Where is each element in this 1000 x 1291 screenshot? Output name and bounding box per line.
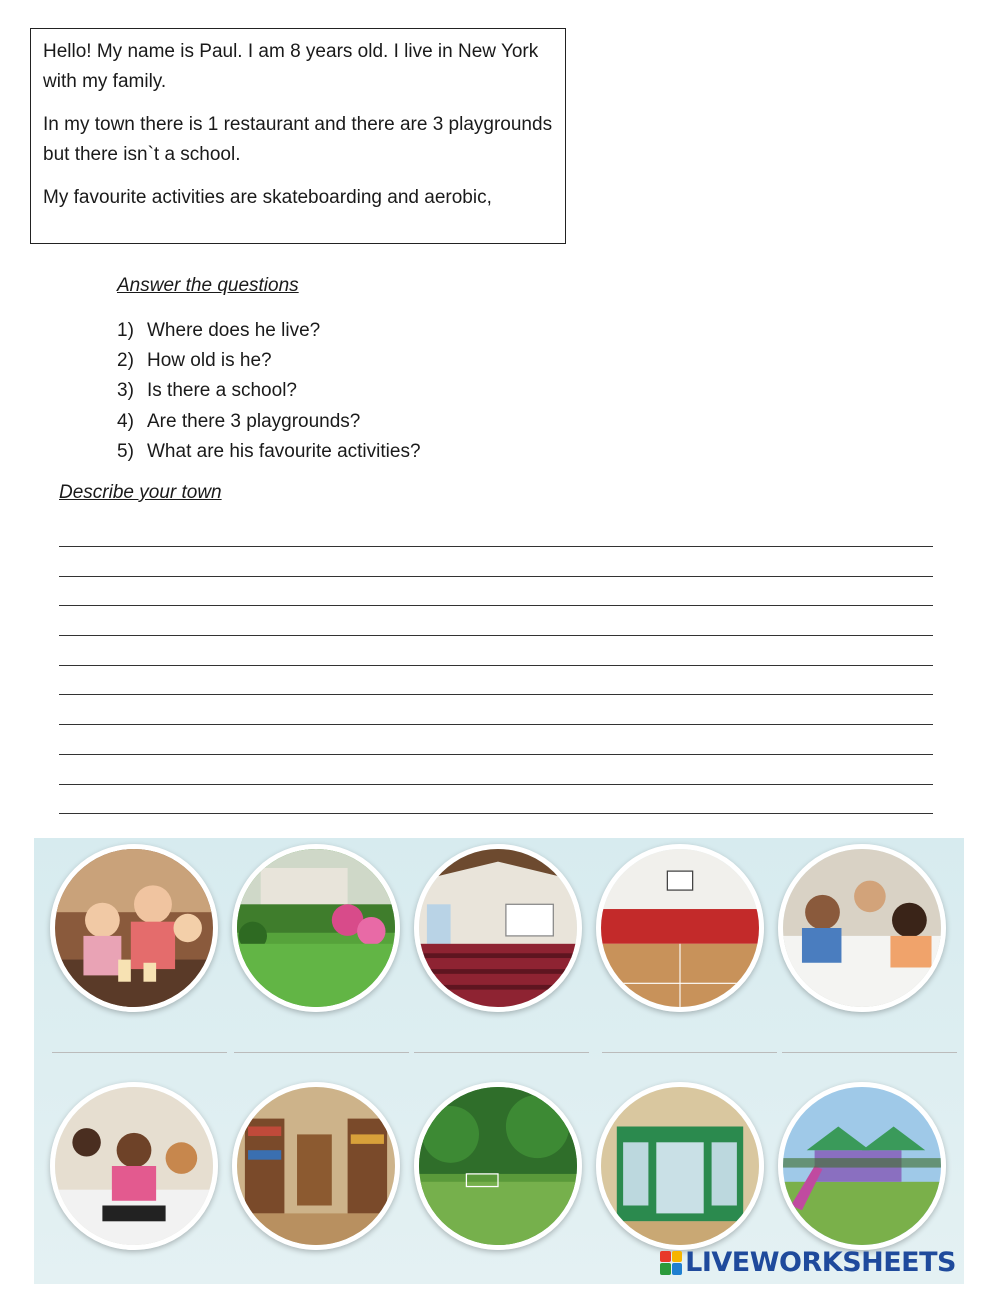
writing-line[interactable] <box>59 755 933 785</box>
describe-heading: Describe your town <box>59 482 222 503</box>
classroom-drawing-picture <box>778 844 946 1012</box>
playing-field-picture <box>414 1082 582 1250</box>
writing-line[interactable] <box>59 606 933 636</box>
writing-line[interactable] <box>59 666 933 696</box>
logo-badge-icon <box>660 1251 682 1275</box>
questions-list <box>117 316 421 467</box>
intro-paragraph-3: My favourite activities are skateboarding and aerobic, <box>43 187 492 208</box>
questions-heading: Answer the questions <box>117 275 299 296</box>
picture-panel <box>34 838 964 1284</box>
hall-picture <box>414 844 582 1012</box>
computer-room-picture <box>50 1082 218 1250</box>
writing-area[interactable] <box>59 546 933 814</box>
answer-line[interactable] <box>602 1052 777 1053</box>
question-item: 3) Is there a school? <box>117 380 297 402</box>
writing-line[interactable] <box>59 725 933 755</box>
logo-text: LIVEWORKSHEETS <box>685 1247 956 1278</box>
answer-line[interactable] <box>234 1052 409 1053</box>
question-item: 1) Where does he live? <box>117 320 321 341</box>
writing-line[interactable] <box>59 577 933 607</box>
gym-picture <box>596 844 764 1012</box>
question-item: 2) How old is he? <box>117 350 272 372</box>
question-item: 5) What are his favourite activities? <box>117 440 421 462</box>
writing-line[interactable] <box>59 695 933 725</box>
library-picture <box>232 1082 400 1250</box>
answer-line[interactable] <box>782 1052 957 1053</box>
cafe-friends-picture <box>50 844 218 1012</box>
question-item: 4) Are there 3 playgrounds? <box>117 410 361 432</box>
writing-line[interactable] <box>59 785 933 815</box>
school-entrance-picture <box>596 1082 764 1250</box>
intro-text-box <box>30 28 566 244</box>
intro-paragraph-1: Hello! My name is Paul. I am 8 years old. I live in New York with my family. <box>43 41 539 92</box>
playground-picture <box>778 1082 946 1250</box>
writing-line[interactable] <box>59 547 933 577</box>
answer-line[interactable] <box>414 1052 589 1053</box>
garden-picture <box>232 844 400 1012</box>
intro-paragraph-2: In my town there is 1 restaurant and there are 3 playgrounds but there isn`t a school. <box>43 114 553 165</box>
liveworksheets-logo <box>660 1247 956 1278</box>
writing-line[interactable] <box>59 636 933 666</box>
answer-line[interactable] <box>52 1052 227 1053</box>
